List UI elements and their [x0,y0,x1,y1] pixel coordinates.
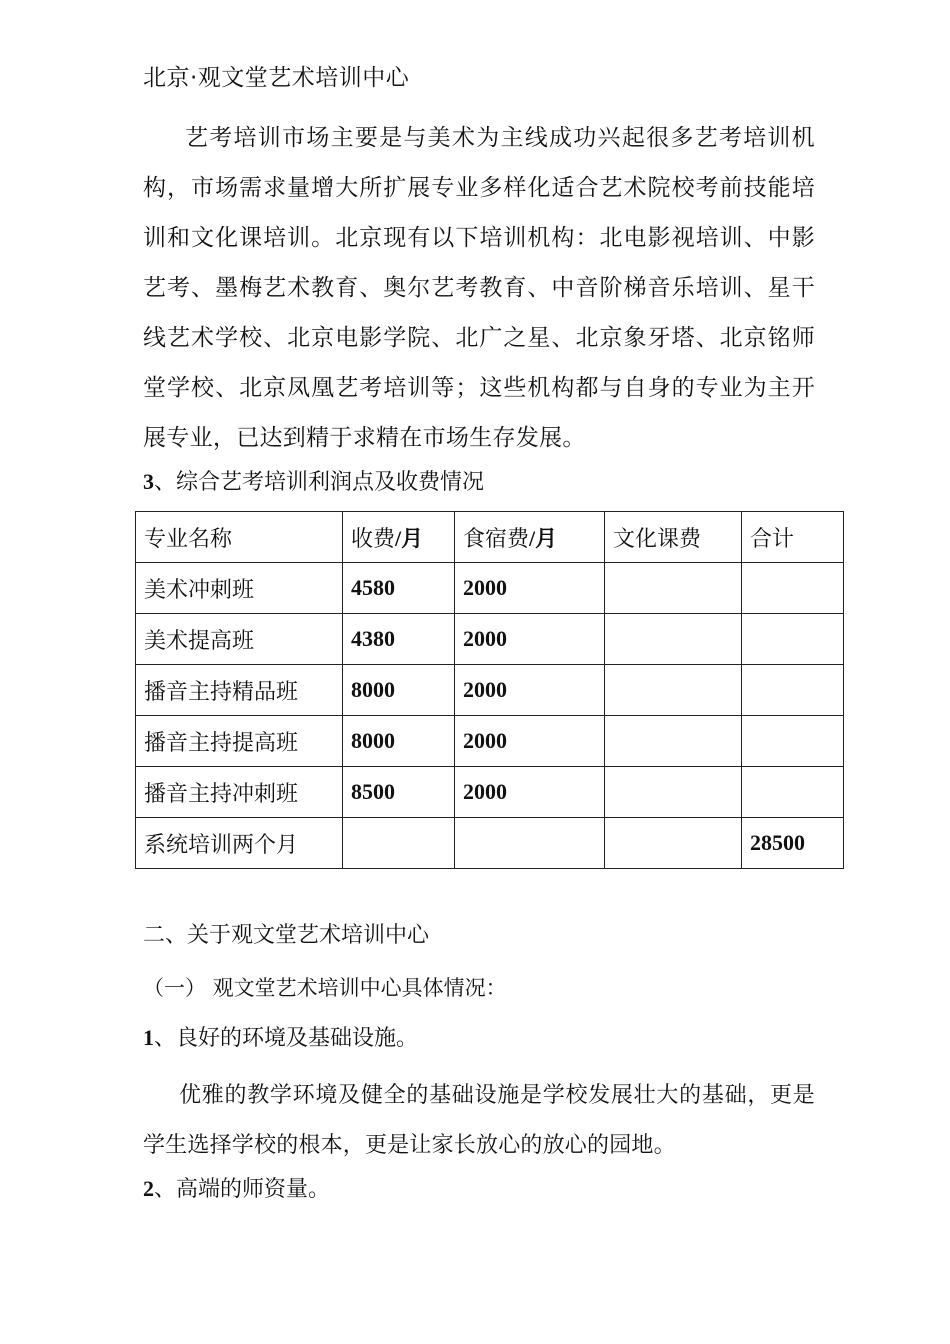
intro-paragraph: 艺考培训市场主要是与美术为主线成功兴起很多艺考培训机构，市场需求量增大所扩展专业多样化适合艺术院校考前技能培训和文化课培训。北京现有以下培训机构：北电影视培训、中影艺考、墨梅艺术教育、奥尔艺考教育、中音阶梯音乐培训、星干线艺术学校、北京电影学院、北广之星、北京象牙塔、北京铭师堂学校、北京凤凰艺考培训等；这些机构都与自身的专业为主开展专业，已达到精于求精在市场生存发展。 [143,125,815,451]
tuition-cell: 4580 [343,563,455,614]
section-3-number: 3 [143,469,154,494]
course-name-cell: 美术提高班 [136,614,343,665]
tuition-cell: 8000 [343,665,455,716]
culture-fee-cell [605,614,742,665]
header-cell: 食宿费/月 [455,512,605,563]
total-cell: 28500 [742,818,844,869]
board-cell: 2000 [455,563,605,614]
item-2-number: 2 [143,1176,154,1201]
item-2-text: 、高端的师资量。 [154,1177,331,1202]
table-row [136,563,844,614]
culture-fee-cell [605,563,742,614]
section-two-heading: 二、关于观文堂艺术培训中心 [143,923,430,948]
total-cell [742,767,844,818]
total-cell [742,563,844,614]
table-row [136,665,844,716]
item-2-heading [143,1174,330,1205]
table-row [136,614,844,665]
header-cell: 文化课费 [605,512,742,563]
total-cell [742,665,844,716]
table-header-row [136,512,844,563]
culture-fee-cell [605,818,742,869]
course-name-cell: 美术冲刺班 [136,563,343,614]
header-cell: 收费/月 [343,512,455,563]
course-name-cell: 播音主持精品班 [136,665,343,716]
tuition-cell: 8000 [343,716,455,767]
board-cell [455,818,605,869]
total-cell [742,716,844,767]
board-cell: 2000 [455,665,605,716]
tuition-cell: 4380 [343,614,455,665]
fee-table [135,511,844,869]
item-1-paragraph: 优雅的教学环境及健全的基础设施是学校发展壮大的基础，更是学生选择学校的根本，更是让家长放心的放心的园地。 [143,1083,815,1158]
culture-fee-cell [605,767,742,818]
table-row [136,767,844,818]
table-row [136,716,844,767]
culture-fee-cell [605,665,742,716]
board-cell: 2000 [455,716,605,767]
item-1-heading [143,1023,418,1054]
header-cell: 专业名称 [136,512,343,563]
course-name-cell: 系统培训两个月 [136,818,343,869]
subsection-one-heading: （一） 观文堂艺术培训中心具体情况： [143,976,507,1000]
item-1-number: 1 [143,1025,154,1050]
course-name-cell: 播音主持冲刺班 [136,767,343,818]
document-title: 北京·观文堂艺术培训中心 [143,65,410,91]
board-cell: 2000 [455,767,605,818]
section-3-text: 、综合艺考培训利润点及收费情况 [154,470,485,495]
culture-fee-cell [605,716,742,767]
table-row [136,818,844,869]
tuition-cell [343,818,455,869]
total-cell [742,614,844,665]
item-1-text: 、良好的环境及基础设施。 [154,1026,419,1051]
course-name-cell: 播音主持提高班 [136,716,343,767]
tuition-cell: 8500 [343,767,455,818]
section-3-heading [143,467,484,498]
board-cell: 2000 [455,614,605,665]
header-cell: 合计 [742,512,844,563]
